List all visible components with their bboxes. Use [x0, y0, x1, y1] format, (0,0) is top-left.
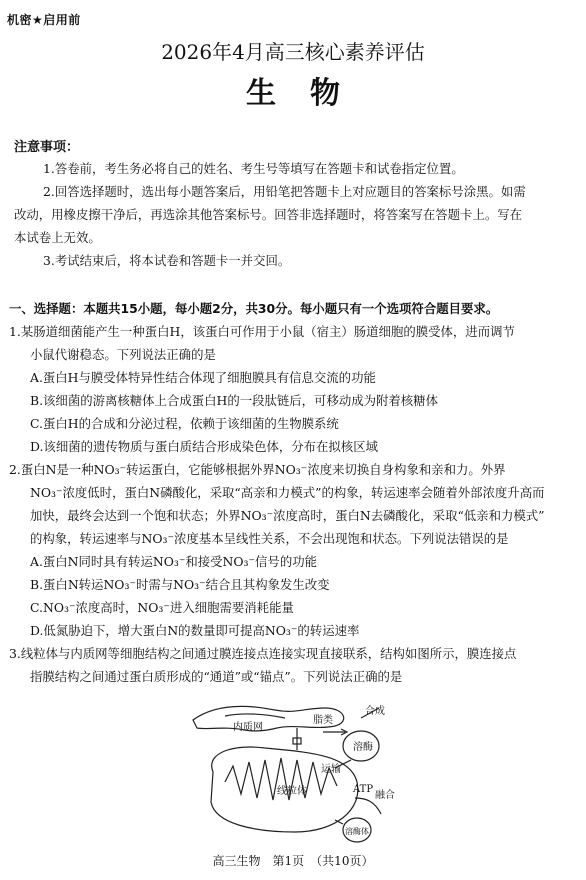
label-lyso: 溶酶 — [353, 742, 373, 753]
label-synth: 合成 — [365, 706, 385, 717]
notice-item-1: 1.答卷前，考生务必将自己的姓名、考生号等填写在答题卡和试卷指定位置。 — [43, 161, 464, 176]
q1-option-a: A.蛋白H与膜受体特异性结合体现了细胞膜具有信息交流的功能 — [30, 370, 376, 385]
notice-item-2-line-2: 改动，用橡皮擦干净后，再选涂其他答案标号。回答非选择题时，将答案写在答题卡上。写在 — [14, 207, 523, 222]
label-lysosome-body: 溶酶体 — [345, 827, 369, 836]
label-er: 内质网 — [233, 722, 263, 733]
q1-stem-line-2: 小鼠代谢稳态。下列说法正确的是 — [30, 347, 216, 362]
q2-stem-line-4: 的构象，转运速率与NO₃⁻浓度基本呈线性关系，不会出现饱和状态。下列说法错误的是 — [30, 531, 509, 546]
subject-title: 生物 — [246, 76, 374, 111]
q2-option-d: D.低氮胁迫下，增大蛋白N的数量即可提高NO₃⁻的转运速率 — [30, 623, 360, 638]
q1-stem-line-1: 1.某肠道细菌能产生一种蛋白H，该蛋白可作用于小鼠（宿主）肠道细胞的膜受体，进而调节 — [9, 324, 515, 339]
notice-heading: 注意事项： — [14, 140, 80, 155]
organelle-contact-diagram — [185, 702, 400, 847]
q1-option-c: C.蛋白H的合成和分泌过程，依赖于该细菌的生物膜系统 — [30, 416, 339, 431]
label-atp: ATP — [353, 784, 374, 795]
q1-option-b: B.该细菌的游离核糖体上合成蛋白H的一段肽链后，可移动成为附着核糖体 — [30, 393, 438, 408]
q3-stem-line-1: 3.线粒体与内质网等细胞结构之间通过膜连接点连接实现直接联系，结构如图所示，膜连接点 — [9, 646, 517, 661]
exam-title: 2026年4月高三核心素养评估 — [161, 40, 425, 64]
er-membrane-inner — [225, 714, 285, 718]
label-fusion: 融合 — [375, 790, 395, 801]
q2-stem-line-2: NO₃⁻浓度低时，蛋白N磷酸化，采取“高亲和力模式”的构象，转运速率会随着外部浓度升高而 — [30, 485, 545, 500]
page-footer: 高三生物 第1页 （共10页） — [212, 854, 374, 868]
q2-option-b: B.蛋白N转运NO₃⁻时需与NO₃⁻结合且其构象发生改变 — [30, 577, 330, 592]
q2-stem-line-1: 2.蛋白N是一种NO₃⁻转运蛋白，它能够根据外界NO₃⁻浓度来切换自身构象和亲和力。外界 — [9, 462, 506, 477]
q2-option-a: A.蛋白N同时具有转运NO₃⁻和接受NO₃⁻信号的功能 — [30, 554, 317, 569]
label-trans: 运输 — [321, 764, 341, 775]
notice-item-3: 3.考试结束后，将本试卷和答题卡一并交回。 — [43, 253, 291, 268]
label-lipid: 脂类 — [313, 715, 333, 726]
notice-item-2-line-3: 本试卷上无效。 — [14, 230, 101, 245]
q2-stem-line-3: 加快，最终会达到一个饱和状态；外界NO₃⁻浓度高时，蛋白N去磷酸化，采取“低亲和力模式” — [30, 508, 545, 523]
q2-option-c: C.NO₃⁻浓度高时，NO₃⁻进入细胞需要消耗能量 — [30, 600, 294, 615]
section-heading: 一、选择题：本题共15小题，每小题2分，共30分。每小题只有一个选项符合题目要求。 — [9, 301, 499, 316]
q3-stem-line-2: 指膜结构之间通过蛋白质形成的“通道”或“锚点”。下列说法正确的是 — [30, 669, 403, 684]
label-mito: 线粒体 — [277, 786, 307, 797]
confidential-label: 机密★启用前 — [7, 13, 81, 27]
notice-item-2-line-1: 2.回答选择题时，选出每小题答案后，用铅笔把答题卡上对应题目的答案标号涂黑。如需 — [43, 184, 526, 199]
q1-option-d: D.该细菌的遗传物质与蛋白质结合形成染色体，分布在拟核区域 — [30, 439, 378, 454]
